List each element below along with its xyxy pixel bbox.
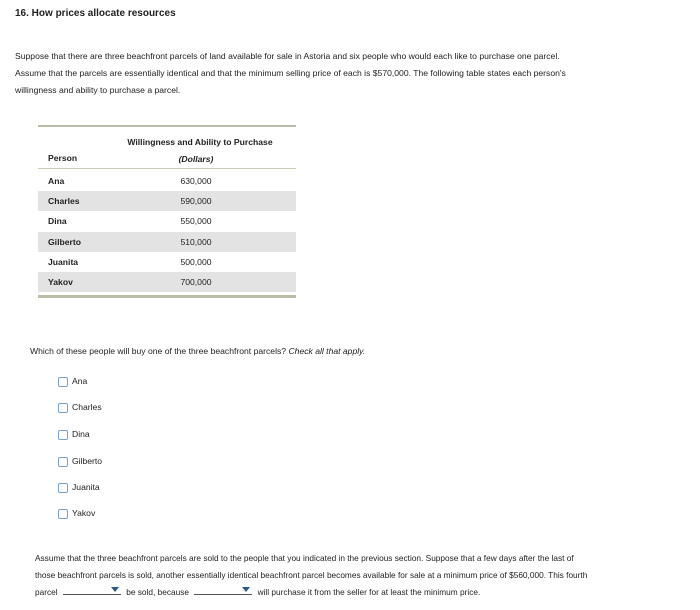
row-person: Juanita (48, 257, 79, 267)
row-value: 630,000 (180, 176, 212, 186)
intro-line: Suppose that there are three beachfront parcels of land available for sale in Astoria and six people who would each like to purchase one parcel. (15, 51, 560, 61)
table-row (38, 272, 296, 292)
checkbox-icon[interactable] (58, 483, 68, 493)
checkbox-icon[interactable] (58, 403, 68, 413)
row-value: 550,000 (180, 216, 212, 226)
checkbox-icon[interactable] (58, 430, 68, 440)
row-person: Charles (48, 196, 80, 206)
table-bottom-rule (38, 295, 296, 298)
row-value: 700,000 (180, 277, 212, 287)
question-hint: Check all that apply. (288, 346, 366, 356)
table-row (38, 211, 296, 231)
intro-text (15, 48, 700, 99)
row-value: 590,000 (180, 196, 212, 206)
followup-text-part: will purchase it from the seller for at least the minimum price. (257, 587, 481, 597)
table-row (38, 171, 296, 191)
table-top-rule (38, 125, 296, 127)
will-wont-dropdown[interactable] (63, 585, 121, 595)
row-value: 510,000 (180, 237, 212, 247)
followup-line: those beachfront parcels is sold, another essentially identical beachfront parcel becomes available for sale at a minimum price of $560,000. This fourth (35, 570, 588, 580)
row-person: Ana (48, 176, 65, 186)
table-row (38, 191, 296, 211)
checkbox-label[interactable]: Dina (72, 429, 90, 439)
checkbox-icon[interactable] (58, 457, 68, 467)
checkbox-icon[interactable] (58, 377, 68, 387)
table-header-dollars: (Dollars) (178, 154, 214, 164)
followup-text-part: parcel (35, 587, 58, 597)
followup-line-with-dropdowns (35, 584, 700, 601)
followup-line: Assume that the three beachfront parcels are sold to the people that you indicated in the previous section. Suppose that a few days after the last of (35, 553, 574, 563)
checkbox-label[interactable]: Charles (72, 402, 102, 412)
followup-text-part: be sold, because (126, 587, 189, 597)
question-text: Which of these people will buy one of the three beachfront parcels? (30, 346, 287, 356)
checkbox-label[interactable]: Juanita (72, 482, 100, 492)
followup-text (35, 550, 700, 601)
checkbox-label[interactable]: Ana (72, 376, 88, 386)
row-person: Dina (48, 216, 67, 226)
row-person: Yakov (48, 277, 73, 287)
chevron-down-icon[interactable] (111, 587, 119, 592)
table-row (38, 232, 296, 252)
table-row (38, 252, 296, 272)
table-header-wtp: Willingness and Ability to Purchase (127, 137, 273, 147)
row-person: Gilberto (48, 237, 81, 247)
question-prompt (30, 346, 365, 356)
chevron-down-icon[interactable] (242, 587, 250, 592)
row-value: 500,000 (180, 257, 212, 267)
question-title: 16. How prices allocate resources (15, 8, 176, 19)
checkbox-icon[interactable] (58, 509, 68, 519)
buyer-dropdown[interactable] (194, 585, 252, 595)
intro-line: Assume that the parcels are essentially identical and that the minimum selling price of each is $570,000. The following table states each person's (15, 68, 566, 78)
checkbox-label[interactable]: Yakov (72, 508, 96, 518)
checkbox-label[interactable]: Gilberto (72, 456, 103, 466)
table-header-person: Person (48, 153, 78, 163)
intro-line: willingness and ability to purchase a parcel. (15, 85, 181, 95)
table-header-rule (38, 168, 296, 169)
